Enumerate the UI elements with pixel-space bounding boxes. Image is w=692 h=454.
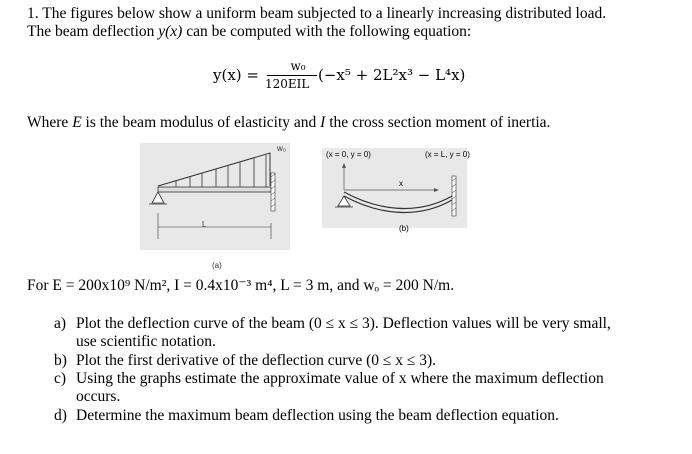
x-axis-label: x	[399, 179, 403, 188]
problem-line-2-pre: The beam deflection	[27, 23, 159, 40]
problem-line-2	[27, 23, 471, 41]
wall-support-b	[452, 176, 456, 216]
caption-a: (a)	[212, 261, 222, 270]
task-a-line-2: use scientific notation.	[76, 333, 216, 350]
task-a-marker: a)	[54, 315, 67, 332]
equation-lhs: y(x) =	[213, 66, 259, 84]
task-c-line-2: occurs.	[76, 388, 121, 405]
left-support-label: (x = 0, y = 0)	[326, 150, 371, 159]
equation-fraction-bar	[267, 75, 317, 76]
where-E: E	[72, 114, 82, 131]
load-triangle	[158, 153, 270, 186]
pin-support-b	[338, 196, 350, 206]
where-pre: Where	[27, 114, 73, 131]
load-label: w₀	[277, 144, 287, 153]
where-post: the cross section moment of inertia.	[325, 114, 551, 131]
task-d-marker: d)	[54, 407, 67, 424]
task-d-line-1: Determine the maximum beam deflection using the beam deflection equation.	[76, 407, 559, 424]
pin-support	[152, 192, 164, 203]
givens-line: For E = 200x10⁹ N/m², I = 0.4x10⁻³ m⁴, L = 3 m, and wₒ = 200 N/m.	[27, 277, 455, 294]
equation-rhs: (−x⁵ + 2L²x³ − L⁴x)	[318, 66, 466, 84]
deflected-beam	[344, 192, 452, 208]
task-b-line-1: Plot the first derivative of the deflection curve (0 ≤ x ≤ 3).	[76, 352, 437, 369]
task-c-marker: c)	[54, 370, 67, 387]
load-arrows	[176, 155, 266, 187]
beam	[158, 187, 271, 192]
problem-line-2-fn: y(x)	[158, 23, 183, 40]
where-mid: is the beam modulus of elasticity and	[81, 114, 321, 131]
equation-denominator: 120EIL	[265, 77, 310, 91]
problem-line-2-post: can be computed with the following equation:	[182, 23, 472, 40]
problem-line-1: 1. The figures below show a uniform beam subjected to a linearly increasing distributed load.	[27, 5, 607, 22]
right-support-label: (x = L, y = 0)	[425, 150, 470, 159]
equation-numerator: w₀	[290, 59, 306, 73]
figure-b-deflection-diagram	[322, 148, 467, 228]
where-line	[27, 114, 550, 132]
where-I: I	[320, 114, 326, 131]
caption-b: (b)	[399, 224, 409, 233]
task-a-line-1: Plot the deflection curve of the beam (0 ≤ x ≤ 3). Deflection values will be very small,	[76, 315, 611, 332]
task-c-line-1: Using the graphs estimate the approximate value of x where the maximum deflection	[76, 370, 604, 387]
task-b-marker: b)	[54, 352, 67, 369]
length-label: L	[202, 220, 207, 229]
figure-a-beam-diagram	[140, 143, 290, 250]
